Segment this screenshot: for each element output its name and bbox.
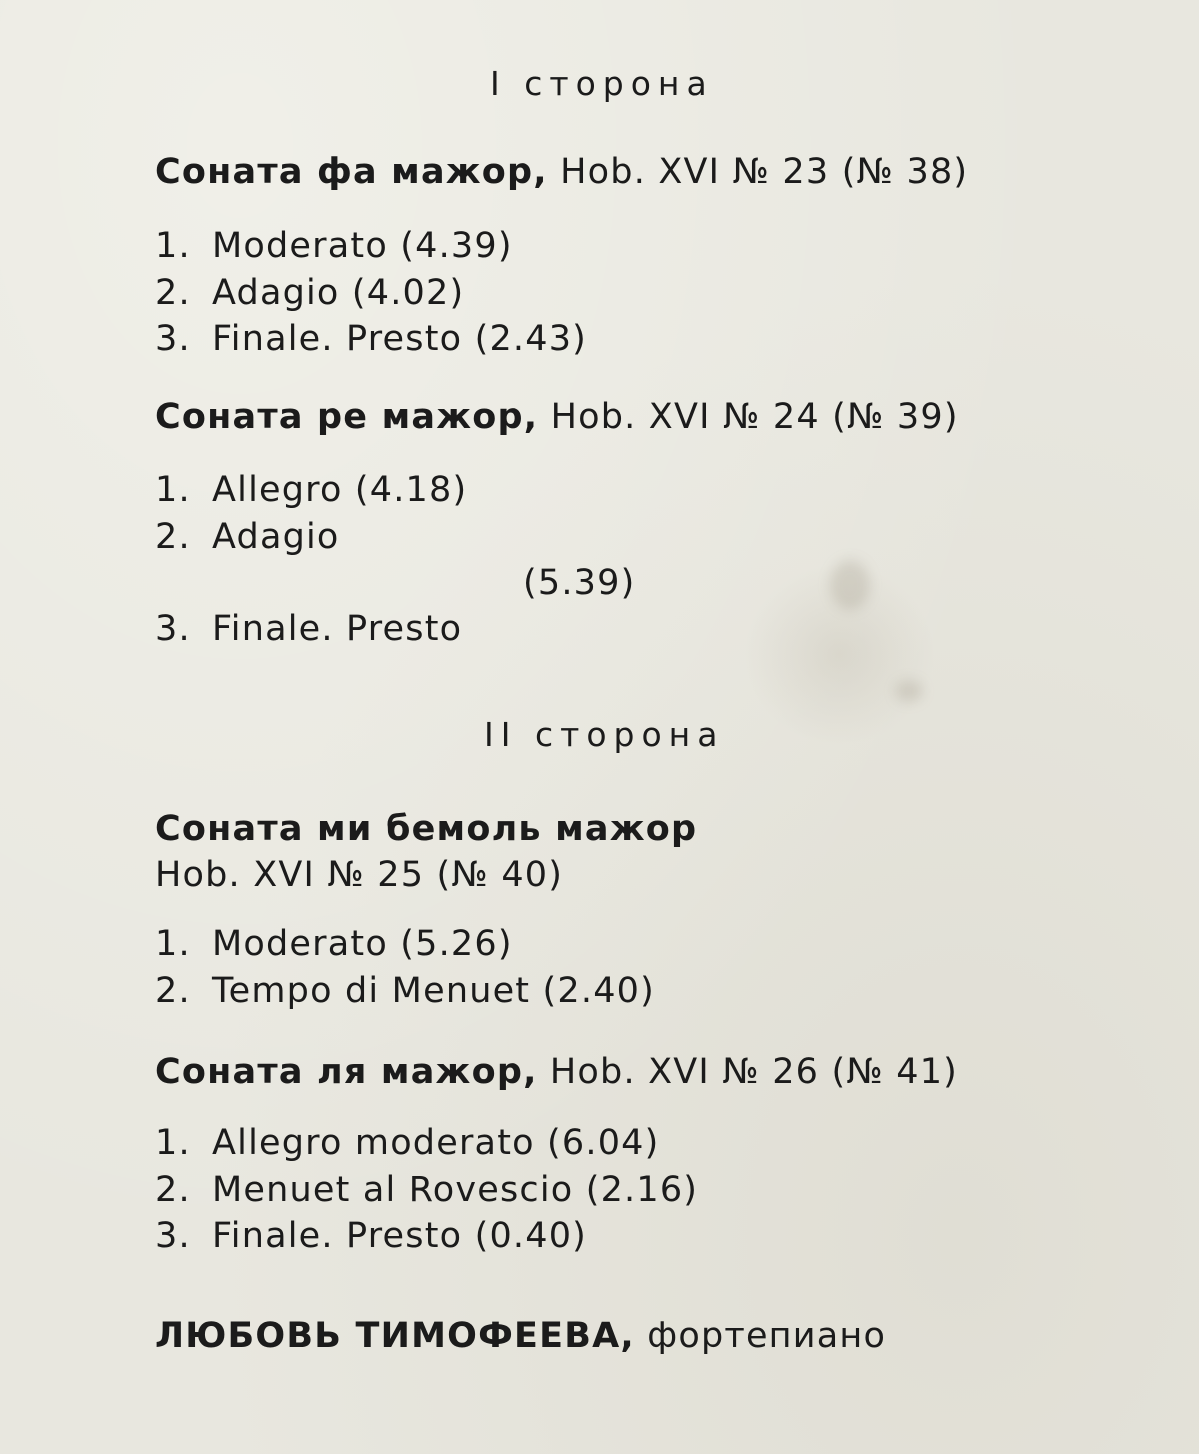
performer-instrument: фортепиано [647,1316,887,1356]
movement-number: 3. [155,1216,191,1256]
sonata-3-heading [155,809,697,849]
movement-title: Moderato (4.39) [212,226,513,266]
side-2-title: II сторона [484,715,725,754]
movement-line [155,609,462,649]
movement-title: Finale. Presto (2.43) [212,319,588,359]
movement-title: Allegro (4.18) [212,470,468,510]
movement-line [155,470,467,510]
shared-duration: (5.39) [523,563,636,603]
movement-number: 1. [155,226,191,266]
movement-title: Adagio (4.02) [212,273,465,313]
sonata-2-catalog: Hob. XVI № 24 (№ 39) [550,397,959,437]
movement-number: 1. [155,470,191,510]
sonata-3-name: Соната ми бемоль мажор [155,809,698,849]
sonata-2-heading [155,397,959,437]
movement-title: Finale. Presto [212,609,463,649]
movement-number: 3. [155,319,191,359]
sonata-2-name: Соната ре мажор, [155,397,539,437]
movement-line [155,1216,587,1256]
movement-title: Moderato (5.26) [212,924,513,964]
movement-number: 2. [155,971,191,1011]
movement-title: Adagio [212,517,340,557]
movement-title: Finale. Presto (0.40) [212,1216,588,1256]
movement-line [155,319,587,359]
movement-title: Allegro moderato (6.04) [212,1123,660,1163]
movement-line [155,971,655,1011]
sonata-3-catalog: Hob. XVI № 25 (№ 40) [155,855,564,895]
movement-line [155,517,340,557]
movement-title: Menuet al Rovescio (2.16) [212,1170,699,1210]
movement-title: Tempo di Menuet (2.40) [212,971,655,1011]
sonata-4-heading [155,1052,958,1092]
movement-number: 3. [155,609,191,649]
sonata-1-heading [155,152,968,192]
movement-line [155,1123,660,1163]
sonata-1-name: Соната фа мажор, [155,152,548,192]
movement-number: 2. [155,517,191,557]
movement-line [155,1170,698,1210]
sonata-1-catalog: Hob. XVI № 23 (№ 38) [560,152,969,192]
paper-stain [830,560,870,610]
sonata-4-name: Соната ля мажор, [155,1052,538,1092]
movement-line [155,924,513,964]
movement-number: 1. [155,1123,191,1163]
performer-credit [155,1316,886,1356]
side-1-title: I сторона [490,64,714,103]
movement-number: 1. [155,924,191,964]
movement-number: 2. [155,1170,191,1210]
paper-stain [895,680,923,702]
movement-line [155,273,464,313]
sonata-4-catalog: Hob. XVI № 26 (№ 41) [549,1052,959,1092]
performer-name: ЛЮБОВЬ ТИМОФЕЕВА, [155,1316,635,1356]
movement-number: 2. [155,273,191,313]
movement-line [155,226,513,266]
